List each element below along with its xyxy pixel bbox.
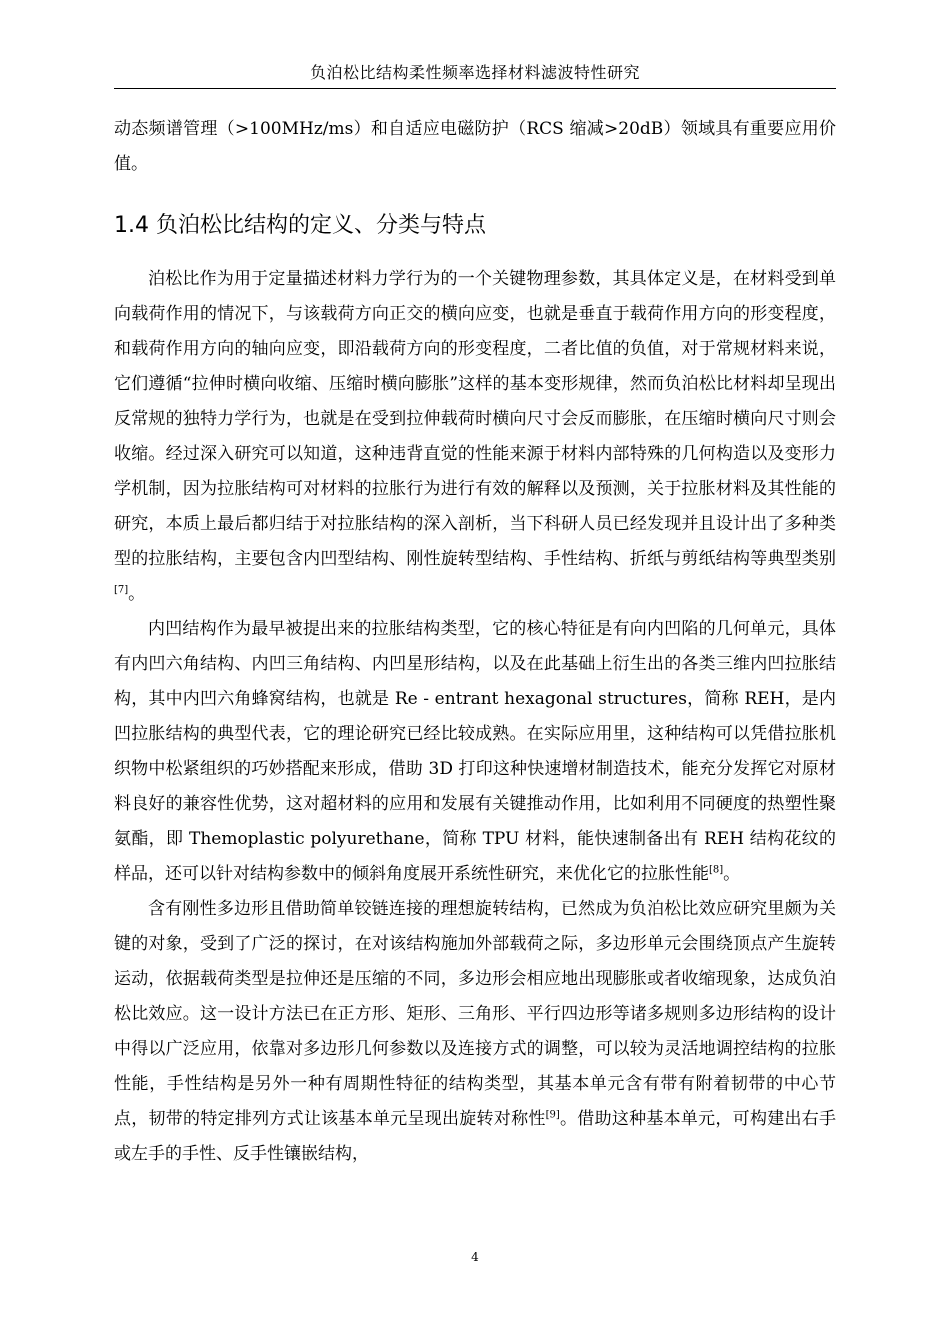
page-number: 4 <box>471 1250 479 1264</box>
page-body <box>114 112 836 1172</box>
section-title: 1.4 负泊松比结构的定义、分类与特点 <box>114 213 486 238</box>
citation-ref: [8] <box>709 864 724 876</box>
paragraph-rotating-chiral-structures <box>114 892 836 1172</box>
citation-ref: [9] <box>545 1109 560 1121</box>
running-header: 负泊松比结构柔性频率选择材料滤波特性研究 <box>309 63 640 82</box>
paragraph-poisson-definition <box>114 262 836 612</box>
paragraph-tail: 。 <box>128 584 146 604</box>
citation-ref: [7] <box>114 584 129 596</box>
paragraph-text: 含有刚性多边形且借助简单铰链连接的理想旋转结构，已然成为负泊松比效应研究里颇为关键的对象，受到了广泛的探讨，在对该结构施加外部载荷之际，多边形单元会围绕顶点产生旋转运动，依据载荷类型是拉伸还是压缩的不同，多边形会相应地出现膨胀或者收缩现象，达成负泊松比效应。这一设计方法已在正方形、矩形、三角形、平行四边形等诸多规则多边形结构的设计中得以广泛应用，依靠对多边形几何参数以及连接方式的调整，可以较为灵活地调控结构的拉胀性能，手性结构是另外一种有周期性特征的结构类型，其基本单元含有带有附着韧带的中心节点，韧带的特定排列方式让该基本单元呈现出旋转对称性 <box>114 899 836 1129</box>
paragraph-text: 内凹结构作为最早被提出来的拉胀结构类型，它的核心特征是有向内凹陷的几何单元，具体有内凹六角结构、内凹三角结构、内凹星形结构，以及在此基础上衍生出的各类三维内凹拉胀结构，其中内凹六角蜂窝结构，也就是 Re - entrant hexagonal structures，简称 REH，是内凹拉胀结构的典型代表，它的理论研究已经比较成熟。在实际应用里，这种结构可以凭借拉胀机织物中松紧组织的巧妙搭配来形成，借助 3D 打印这种快速增材制造技术，能充分发挥它对原材料良好的兼容性优势，这对超材料的应用和发展有关键推动作用，比如利用不同硬度的热塑性聚氨酯，即 Themoplastic polyurethane，简称 TPU 材料，能快速制备出有 REH 结构花纹的样品，还可以针对结构参数中的倾斜角度展开系统性研究，来优化它的拉胀性能 <box>114 619 836 884</box>
paragraph-text: 泊松比作为用于定量描述材料力学行为的一个关键物理参数，其具体定义是，在材料受到单向载荷作用的情况下，与该载荷方向正交的横向应变，也就是垂直于载荷作用方向的形变程度，和载荷作用方向的轴向应变，即沿载荷方向的形变程度，二者比值的负值，对于常规材料来说，它们遵循“拉伸时横向收缩、压缩时横向膨胀”这样的基本变形规律，然而负泊松比材料却呈现出反常规的独特力学行为，也就是在受到拉伸载荷时横向尺寸会反而膨胀，在压缩时横向尺寸则会收缩。经过深入研究可以知道，这种违背直觉的性能来源于材料内部特殊的几何构造以及变形力学机制，因为拉胀结构可对材料的拉胀行为进行有效的解释以及预测，关于拉胀材料及其性能的研究，本质上最后都归结于对拉胀结构的深入剖析，当下科研人员已经发现并且设计出了多种类型的拉胀结构，主要包含内凹型结构、刚性旋转型结构、手性结构、折纸与剪纸结构等典型类别 <box>114 269 836 569</box>
paragraph-tail: 。 <box>723 864 741 884</box>
paragraph-tail: 。借助这种基本单元，可构建出右手或左手的手性、反手性镶嵌结构， <box>114 1109 837 1164</box>
paragraph-reentrant-structures <box>114 612 836 892</box>
continuation-paragraph: 动态频谱管理（>100MHz/ms）和自适应电磁防护（RCS 缩减>20dB）领域具有重要应用价值。 <box>114 119 836 174</box>
header-rule <box>114 88 836 89</box>
